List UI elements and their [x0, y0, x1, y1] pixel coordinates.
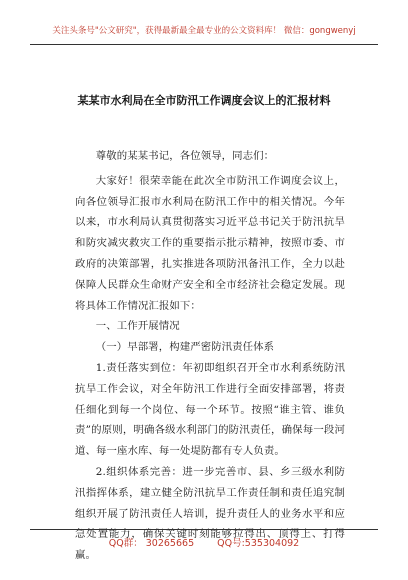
footer — [0, 535, 408, 549]
footer-qq-group: QQ群： 30265665 — [108, 538, 195, 549]
header-divider — [30, 44, 378, 45]
header-banner: 关注头条号"公文研究"，获得最新最全最专业的公文资料库！ 微信：gongwenyj — [52, 26, 356, 36]
footer-qq-number: QQ号:535304092 — [217, 538, 300, 549]
salutation: 尊敬的某某书记，各位领导，同志们： — [95, 150, 275, 162]
document-title: 某某市水利局在全市防汛工作调度会议上的汇报材料 — [77, 94, 331, 107]
document-body — [75, 146, 345, 566]
list-item: 2.组织体系完善：进一步完善市、县、乡三级水利防汛指挥体系，建立健全防汛抗旱工作责任制和责任追究制组织开展了防汛责任人培训，提升责任人的业务水平和应急处置能力，确保关键时刻能够拉得出、顶得上、打得赢。 — [75, 465, 345, 562]
footer-divider — [30, 529, 378, 530]
list-item: 1.责任落实到位：年初即组织召开全市水利系统防汛抗旱工作会议，对全年防汛工作进行全面安排部署，将责任细化到每一个岗位、每一个环节。按照“谁主管、谁负责”的原则，明确各级水利部门的防汛责任，确保每一段河道、每一座水库、每一处堤防都有专人负责。 — [75, 361, 345, 458]
intro-paragraph: 大家好！很荣幸能在此次全市防汛工作调度会议上，向各位领导汇报市水利局在防汛工作中的相关情况。今年以来，市水利局认真贯彻落实习近平总书记关于防汛抗旱和防灾减灾救灾工作的重要指示批示精神，按照市委、市政府的决策部署，扎实推进各项防汛备汛工作，全力以赴保障人民群众生命财产安全和全市经济社会稳定发展。现将具体工作情况汇报如下： — [75, 174, 345, 312]
section-heading: 一、工作开展情况 — [95, 320, 180, 333]
subsection-heading: （一）早部署，构建严密防汛责任体系 — [95, 341, 275, 354]
